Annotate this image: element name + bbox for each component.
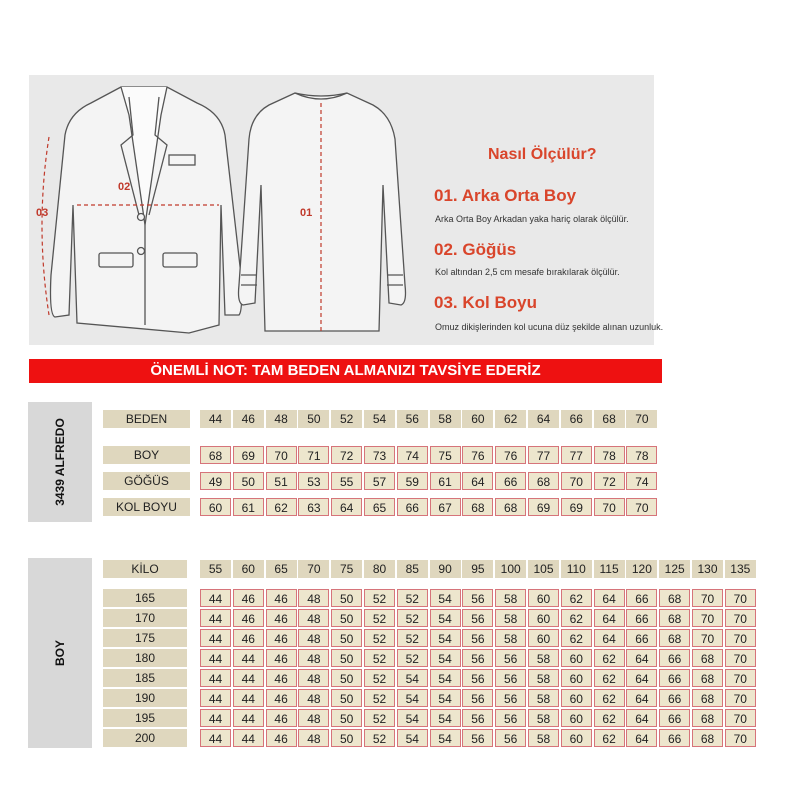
size-value-cell: 53 [298, 472, 329, 490]
fit-value-cell: 70 [725, 729, 756, 747]
fit-value-cell: 44 [200, 649, 231, 667]
fit-value-cell: 64 [626, 649, 657, 667]
size-value-cell: 60 [200, 498, 231, 516]
fit-value-cell: 66 [659, 709, 690, 727]
size-value-cell: 66 [495, 472, 526, 490]
fit-value-cell: 54 [397, 669, 428, 687]
fit-value-cell: 66 [659, 669, 690, 687]
fit-value-cell: 50 [331, 649, 362, 667]
size-value-cell: 68 [200, 446, 231, 464]
fit-value-cell: 44 [200, 629, 231, 647]
fit-value-cell: 52 [364, 629, 395, 647]
fit-value-cell: 70 [725, 669, 756, 687]
fit-value-cell: 56 [495, 669, 526, 687]
size-value-cell: 71 [298, 446, 329, 464]
size-header-cell: 52 [331, 410, 362, 428]
fit-value-cell: 44 [200, 729, 231, 747]
fit-value-cell: 64 [626, 689, 657, 707]
height-row-label: 165 [103, 589, 187, 607]
jacket-illustration [29, 75, 654, 345]
fit-value-cell: 52 [364, 589, 395, 607]
fit-value-cell: 52 [364, 709, 395, 727]
fit-value-cell: 52 [397, 589, 428, 607]
size-value-cell: 55 [331, 472, 362, 490]
fit-value-cell: 46 [233, 629, 264, 647]
weight-header-label: KİLO [103, 560, 187, 578]
size-value-cell: 69 [561, 498, 592, 516]
fit-value-cell: 48 [298, 729, 329, 747]
model-side-tab [28, 402, 92, 522]
fit-value-cell: 44 [200, 709, 231, 727]
fit-value-cell: 54 [397, 709, 428, 727]
chest-marker-label: 02 [118, 181, 131, 193]
fit-value-cell: 64 [626, 669, 657, 687]
fit-value-cell: 56 [495, 649, 526, 667]
weight-header-cell: 135 [725, 560, 756, 578]
size-value-cell: 64 [331, 498, 362, 516]
fit-value-cell: 58 [495, 589, 526, 607]
fit-value-cell: 60 [528, 609, 559, 627]
size-value-cell: 68 [528, 472, 559, 490]
fit-value-cell: 54 [397, 729, 428, 747]
weight-header-cell: 95 [462, 560, 493, 578]
fit-value-cell: 54 [430, 709, 461, 727]
fit-value-cell: 44 [233, 709, 264, 727]
step-3-title: 03. Kol Boyu [434, 293, 537, 312]
size-value-cell: 61 [430, 472, 461, 490]
size-header-cell: 54 [364, 410, 395, 428]
size-value-cell: 57 [364, 472, 395, 490]
weight-header-cell: 120 [626, 560, 657, 578]
fit-value-cell: 56 [495, 729, 526, 747]
fit-value-cell: 66 [626, 629, 657, 647]
size-header-cell: 62 [495, 410, 526, 428]
size-value-cell: 72 [331, 446, 362, 464]
fit-value-cell: 54 [430, 649, 461, 667]
fit-value-cell: 62 [594, 669, 625, 687]
size-value-cell: 78 [594, 446, 625, 464]
fit-value-cell: 70 [725, 689, 756, 707]
fit-value-cell: 58 [495, 629, 526, 647]
fit-value-cell: 56 [462, 669, 493, 687]
fit-value-cell: 60 [561, 649, 592, 667]
fit-value-cell: 46 [266, 669, 297, 687]
size-header-cell: 64 [528, 410, 559, 428]
height-side-label: BOY [53, 639, 67, 667]
size-header-cell: 50 [298, 410, 329, 428]
fit-value-cell: 52 [397, 649, 428, 667]
size-value-cell: 77 [528, 446, 559, 464]
fit-value-cell: 60 [561, 669, 592, 687]
fit-value-cell: 68 [692, 709, 723, 727]
size-value-cell: 78 [626, 446, 657, 464]
size-header-cell: 44 [200, 410, 231, 428]
fit-value-cell: 70 [725, 709, 756, 727]
step-2-desc: Kol altından 2,5 cm mesafe bırakılarak ölçülür. [435, 267, 620, 277]
fit-value-cell: 46 [266, 689, 297, 707]
fit-value-cell: 50 [331, 729, 362, 747]
step-2-title: 02. Göğüs [434, 240, 517, 259]
weight-header-cell: 70 [298, 560, 329, 578]
fit-value-cell: 58 [495, 609, 526, 627]
fit-value-cell: 52 [364, 729, 395, 747]
size-value-cell: 68 [495, 498, 526, 516]
size-value-cell: 68 [462, 498, 493, 516]
size-row-label: KOL BOYU [103, 498, 190, 516]
fit-value-cell: 60 [561, 689, 592, 707]
fit-value-cell: 52 [364, 649, 395, 667]
fit-value-cell: 58 [528, 649, 559, 667]
size-value-cell: 50 [233, 472, 264, 490]
fit-value-cell: 58 [528, 729, 559, 747]
weight-header-cell: 130 [692, 560, 723, 578]
fit-value-cell: 54 [430, 589, 461, 607]
fit-value-cell: 64 [626, 709, 657, 727]
weight-header-cell: 55 [200, 560, 231, 578]
size-value-cell: 49 [200, 472, 231, 490]
fit-value-cell: 54 [430, 669, 461, 687]
fit-value-cell: 68 [692, 689, 723, 707]
fit-value-cell: 44 [233, 669, 264, 687]
sleeve-marker-label: 03 [36, 207, 49, 219]
fit-value-cell: 48 [298, 609, 329, 627]
fit-value-cell: 50 [331, 709, 362, 727]
fit-value-cell: 64 [626, 729, 657, 747]
size-row-label: GÖĞÜS [103, 472, 190, 490]
fit-value-cell: 62 [594, 689, 625, 707]
fit-value-cell: 70 [725, 629, 756, 647]
fit-value-cell: 66 [626, 589, 657, 607]
fit-value-cell: 62 [561, 609, 592, 627]
fit-value-cell: 46 [266, 589, 297, 607]
step-3-desc: Omuz dikişlerinden kol ucuna düz şekilde alınan uzunluk. [435, 322, 664, 332]
weight-header-cell: 65 [266, 560, 297, 578]
size-value-cell: 75 [430, 446, 461, 464]
size-value-cell: 77 [561, 446, 592, 464]
size-value-cell: 70 [561, 472, 592, 490]
size-value-cell: 62 [266, 498, 297, 516]
height-side-tab [28, 558, 92, 748]
fit-value-cell: 66 [659, 689, 690, 707]
back-marker-label: 01 [300, 207, 313, 219]
size-value-cell: 73 [364, 446, 395, 464]
size-value-cell: 72 [594, 472, 625, 490]
size-header-cell: 70 [626, 410, 657, 428]
size-value-cell: 76 [462, 446, 493, 464]
fit-value-cell: 46 [266, 629, 297, 647]
fit-value-cell: 56 [462, 589, 493, 607]
fit-value-cell: 44 [200, 689, 231, 707]
size-header-cell: 60 [462, 410, 493, 428]
fit-value-cell: 44 [200, 669, 231, 687]
fit-value-cell: 56 [462, 709, 493, 727]
height-row-label: 200 [103, 729, 187, 747]
weight-header-cell: 60 [233, 560, 264, 578]
fit-value-cell: 56 [462, 629, 493, 647]
size-value-cell: 74 [626, 472, 657, 490]
fit-value-cell: 70 [725, 589, 756, 607]
size-value-cell: 65 [364, 498, 395, 516]
fit-value-cell: 52 [364, 669, 395, 687]
step-1-desc: Arka Orta Boy Arkadan yaka hariç olarak ölçülür. [435, 214, 629, 224]
height-row-label: 170 [103, 609, 187, 627]
fit-value-cell: 64 [594, 629, 625, 647]
fit-value-cell: 54 [430, 609, 461, 627]
fit-value-cell: 48 [298, 629, 329, 647]
size-value-cell: 70 [626, 498, 657, 516]
fit-value-cell: 68 [659, 609, 690, 627]
fit-value-cell: 46 [266, 609, 297, 627]
fit-value-cell: 52 [397, 609, 428, 627]
height-row-label: 180 [103, 649, 187, 667]
fit-value-cell: 62 [594, 729, 625, 747]
fit-value-cell: 68 [659, 629, 690, 647]
size-value-cell: 74 [397, 446, 428, 464]
size-value-cell: 69 [528, 498, 559, 516]
fit-value-cell: 50 [331, 609, 362, 627]
fit-value-cell: 56 [462, 649, 493, 667]
fit-value-cell: 66 [626, 609, 657, 627]
fit-value-cell: 56 [462, 609, 493, 627]
fit-value-cell: 62 [594, 709, 625, 727]
size-value-cell: 51 [266, 472, 297, 490]
weight-header-cell: 105 [528, 560, 559, 578]
size-header-cell: 56 [397, 410, 428, 428]
fit-value-cell: 60 [561, 729, 592, 747]
fit-value-cell: 66 [659, 649, 690, 667]
fit-value-cell: 60 [528, 629, 559, 647]
fit-value-cell: 66 [659, 729, 690, 747]
weight-header-cell: 75 [331, 560, 362, 578]
fit-value-cell: 56 [462, 689, 493, 707]
size-header-cell: 58 [430, 410, 461, 428]
fit-value-cell: 50 [331, 689, 362, 707]
fit-value-cell: 70 [725, 609, 756, 627]
fit-value-cell: 46 [233, 609, 264, 627]
weight-header-cell: 115 [594, 560, 625, 578]
fit-value-cell: 44 [200, 589, 231, 607]
fit-value-cell: 64 [594, 589, 625, 607]
fit-value-cell: 62 [594, 649, 625, 667]
size-value-cell: 70 [266, 446, 297, 464]
fit-value-cell: 70 [692, 629, 723, 647]
fit-value-cell: 68 [692, 669, 723, 687]
fit-value-cell: 62 [561, 629, 592, 647]
fit-value-cell: 48 [298, 589, 329, 607]
fit-value-cell: 46 [266, 649, 297, 667]
size-value-cell: 67 [430, 498, 461, 516]
important-note-banner: ÖNEMLİ NOT: TAM BEDEN ALMANIZI TAVSİYE EDERİZ [29, 359, 662, 383]
fit-value-cell: 54 [430, 729, 461, 747]
fit-value-cell: 46 [266, 729, 297, 747]
fit-value-cell: 54 [430, 629, 461, 647]
step-1-title: 01. Arka Orta Boy [434, 186, 577, 205]
size-header-label: BEDEN [103, 410, 190, 428]
height-row-label: 190 [103, 689, 187, 707]
weight-header-cell: 110 [561, 560, 592, 578]
size-header-cell: 46 [233, 410, 264, 428]
fit-value-cell: 48 [298, 709, 329, 727]
weight-header-cell: 100 [495, 560, 526, 578]
fit-value-cell: 44 [233, 689, 264, 707]
fit-value-cell: 58 [528, 669, 559, 687]
weight-header-cell: 85 [397, 560, 428, 578]
fit-value-cell: 50 [331, 669, 362, 687]
fit-value-cell: 44 [233, 649, 264, 667]
size-row-label: BOY [103, 446, 190, 464]
size-header-cell: 68 [594, 410, 625, 428]
fit-value-cell: 70 [692, 609, 723, 627]
fit-value-cell: 70 [692, 589, 723, 607]
height-row-label: 175 [103, 629, 187, 647]
fit-value-cell: 46 [233, 589, 264, 607]
height-row-label: 195 [103, 709, 187, 727]
weight-header-cell: 125 [659, 560, 690, 578]
fit-value-cell: 60 [561, 709, 592, 727]
weight-header-cell: 80 [364, 560, 395, 578]
fit-value-cell: 48 [298, 649, 329, 667]
fit-value-cell: 54 [430, 689, 461, 707]
fit-value-cell: 48 [298, 689, 329, 707]
size-value-cell: 76 [495, 446, 526, 464]
fit-value-cell: 50 [331, 629, 362, 647]
fit-value-cell: 46 [266, 709, 297, 727]
size-value-cell: 59 [397, 472, 428, 490]
fit-value-cell: 68 [692, 649, 723, 667]
fit-value-cell: 60 [528, 589, 559, 607]
fit-value-cell: 64 [594, 609, 625, 627]
how-to-title: Nasıl Ölçülür? [488, 146, 597, 163]
fit-value-cell: 56 [462, 729, 493, 747]
size-header-cell: 48 [266, 410, 297, 428]
size-header-cell: 66 [561, 410, 592, 428]
fit-value-cell: 48 [298, 669, 329, 687]
fit-value-cell: 68 [692, 729, 723, 747]
model-name: 3439 ALFREDO [53, 418, 67, 506]
fit-value-cell: 44 [233, 729, 264, 747]
fit-value-cell: 62 [561, 589, 592, 607]
fit-value-cell: 52 [364, 689, 395, 707]
fit-value-cell: 68 [659, 589, 690, 607]
fit-value-cell: 52 [364, 609, 395, 627]
size-value-cell: 70 [594, 498, 625, 516]
fit-value-cell: 44 [200, 609, 231, 627]
size-value-cell: 64 [462, 472, 493, 490]
size-value-cell: 66 [397, 498, 428, 516]
fit-value-cell: 56 [495, 709, 526, 727]
size-value-cell: 69 [233, 446, 264, 464]
fit-value-cell: 56 [495, 689, 526, 707]
size-value-cell: 61 [233, 498, 264, 516]
height-row-label: 185 [103, 669, 187, 687]
fit-value-cell: 70 [725, 649, 756, 667]
fit-value-cell: 54 [397, 689, 428, 707]
fit-value-cell: 58 [528, 709, 559, 727]
weight-header-cell: 90 [430, 560, 461, 578]
fit-value-cell: 58 [528, 689, 559, 707]
size-value-cell: 63 [298, 498, 329, 516]
fit-value-cell: 52 [397, 629, 428, 647]
measurement-guide [29, 75, 654, 345]
fit-value-cell: 50 [331, 589, 362, 607]
